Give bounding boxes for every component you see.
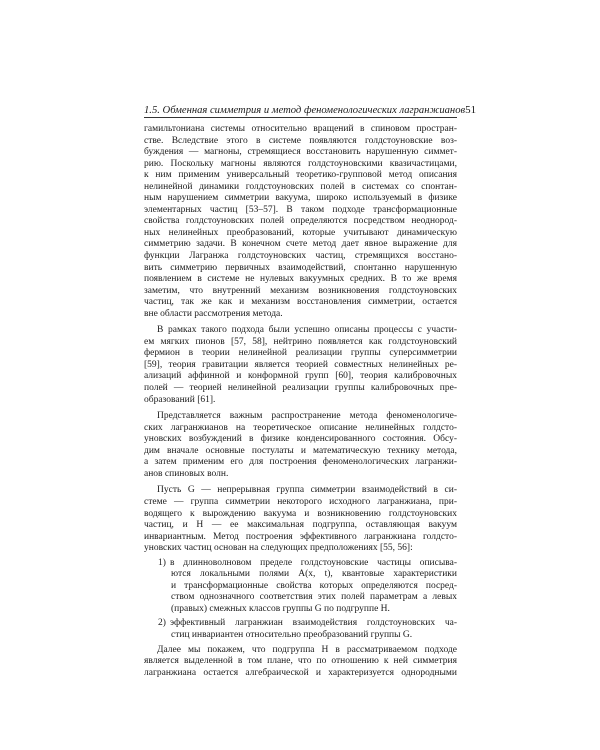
postulate-item-2 — [144, 618, 457, 641]
text-line: ализаций аффинной и конформной групп [60], теория калибровочных — [144, 371, 457, 382]
text-line: ских лагранжианов на теоретическое описание нелинейных голдсто- — [144, 422, 457, 433]
text-line: функции Лагранжа голдстоуновских частиц, стремящихся восстано- — [144, 251, 457, 262]
text-line: Представляется важным распространение метода феноменологиче- — [157, 411, 457, 422]
item-text: эффективный лагранжиан взаимодействия голдстоуновских ча- — [170, 618, 457, 629]
page-number: 51 — [465, 104, 477, 116]
text-line: ных нелинейных преобразований, которые учитывают динамическую — [144, 227, 457, 238]
text-line: лагранжиана остается алгебраической и характеризуется однородными — [144, 667, 457, 678]
text-line — [158, 618, 457, 630]
text-line: буждения — магноны, стремящиеся восстановить нарушенную симмет- — [144, 147, 457, 158]
header-rule — [144, 117, 457, 118]
text-line: (правых) смежных классов группы G по подгруппе H. — [171, 603, 390, 614]
text-line: к ним применим универсальный теоретико-групповой метод описания — [144, 170, 457, 181]
text-line: водящего к вырождению вакуума и возникновению голдстоуновских — [144, 508, 457, 519]
text-line: является выделенной в том плане, что по отношению к ней симметрия — [144, 656, 457, 667]
text-line: элементарных частиц [53–57]. В таком подходе трансформационные — [144, 204, 457, 215]
text-line: гамильтониана системы относительно вращений в спиновом простран- — [144, 124, 457, 134]
text-line: заметим, что внутренний механизм возникновения голдстоуновских — [144, 285, 457, 296]
text-line: рию. Поскольку магноны являются голдстоуновскими квазичастицами, — [144, 158, 457, 169]
text-line: [59], теория гравитации является теорией совместных нелинейных ре- — [144, 359, 457, 370]
postulate-item-1 — [144, 558, 457, 616]
text-line: симметрию задачи. В конечном счете метод дает явное выражение для — [144, 239, 457, 250]
text-line: нелинейной динамики голдстоуновских полей в системах со спонтан- — [144, 181, 457, 192]
item-number: 2) — [158, 618, 166, 629]
text-line: ем мягких пионов [57, 58], нейтрино появляется как голдстоуновский — [144, 336, 457, 347]
text-line: фермион в теории нелинейной реализации группы суперсимметрии — [144, 348, 457, 359]
text-line: частиц, и H — ее максимальная подгруппа, оставляющая вакуум — [144, 520, 457, 531]
text-line: уновских частиц основан на следующих предположениях [55, 56]: — [144, 543, 413, 554]
text-line: стве. Вследствие этого в системе появляются голдстоуновские воз- — [144, 135, 457, 146]
text-line — [158, 557, 457, 570]
text-line: полей — теорией нелинейной реализации группы калибровочных пре- — [144, 383, 457, 394]
text-line: Пусть G — непрерывная группа симметрии взаимодействий в си- — [157, 485, 457, 496]
text-line: Далее мы покажем, что подгруппа H в рассматриваемом подходе — [157, 644, 457, 655]
text-line: анов спиновых волн. — [144, 468, 229, 479]
paragraph-1 — [144, 124, 457, 320]
text-line: ным нарушением симметрии вакуума, широко используемый в физике — [144, 193, 457, 204]
text-line: ются локальными полями A(x, t), квантовые характеристики — [171, 569, 457, 580]
section-title: 1.5. Обменная симметрия и метод феноменологических лагранжианов — [144, 105, 466, 116]
text-line: свойства голдстоуновских полей определяются посредством неоднород- — [144, 216, 457, 227]
text-line: вить симметрию первичных взаимодействий, спонтанно нарушенную — [144, 262, 457, 273]
item-number: 1) — [158, 557, 166, 568]
text-line: В рамках такого подхода были успешно описаны процессы с участи- — [157, 325, 457, 336]
body-text — [144, 124, 457, 679]
text-line: ством однозначного соответствия этих полей параметрам a левых — [171, 592, 457, 603]
paragraph-4 — [144, 485, 457, 554]
text-line: стеме — группа симметрии некоторого исходного лагранжиана, при- — [144, 496, 457, 507]
text-line: уновских возбуждений в физике конденсированного состояния. Обсу- — [144, 434, 457, 445]
text-line: образований [61]. — [144, 394, 216, 405]
paragraph-5 — [144, 645, 457, 680]
text-line: и трансформационные свойства которых определяются посред- — [171, 580, 457, 591]
item-text: в длинноволновом пределе голдстоуновские частицы описыва- — [170, 557, 457, 568]
running-header — [144, 104, 477, 116]
text-line: вне области рассмотрения метода. — [144, 308, 283, 319]
text-line: стиц инвариантен относительно преобразований группы G. — [171, 629, 413, 640]
text-line: дим вначале основные постулаты и математическую технику метода, — [144, 445, 457, 456]
text-line: появлением в системе не нулевых вакуумных средних. В то же время — [144, 274, 457, 285]
text-line: частиц, так же как и механизм восстановления симметрии, остается — [144, 297, 457, 308]
text-line: а затем применим его для построения феноменологических лагранжи- — [144, 457, 457, 468]
paragraph-2 — [144, 325, 457, 406]
text-line: инвариантным. Метод построения эффективного лагранжиана голдсто- — [144, 531, 457, 542]
paragraph-3 — [144, 411, 457, 480]
